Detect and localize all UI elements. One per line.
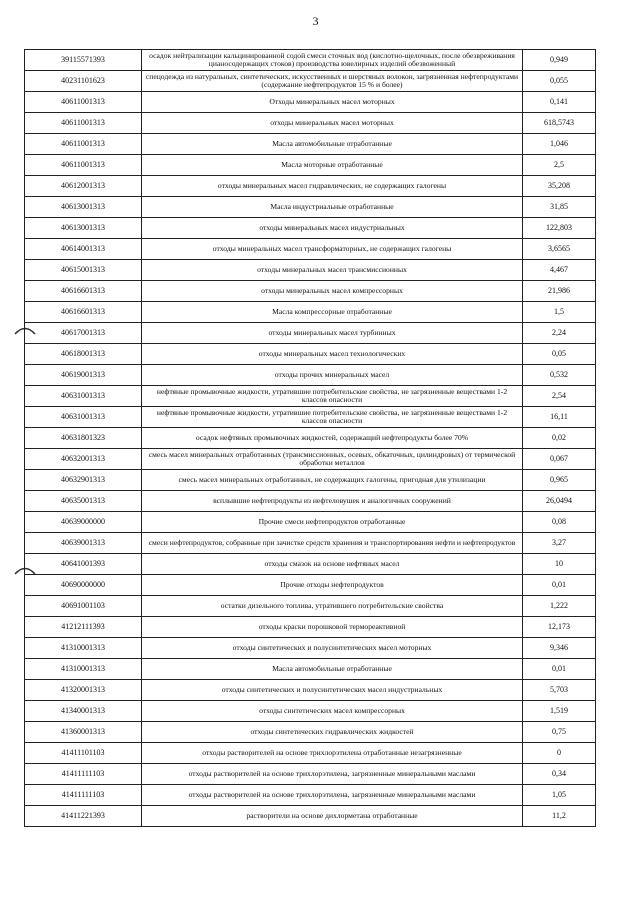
- waste-name-cell: осадок нейтрализации кальцинированной содой смеси сточных вод (кислотно-щелочных, после обезвреживания цианосодержащих стоков) производства ювелирных изделий обезвоженный: [142, 50, 523, 71]
- waste-name-cell: отходы минеральных масел моторных: [142, 113, 523, 134]
- table-row: [25, 365, 596, 386]
- waste-code-cell: 40613001313: [25, 218, 142, 239]
- waste-mass-cell: 16,11: [523, 407, 596, 428]
- waste-name-cell: осадок нефтяных промывочных жидкостей, содержащий нефтепродукты более 70%: [142, 428, 523, 449]
- waste-code-cell: 41411221393: [25, 806, 142, 827]
- waste-name-cell: отходы синтетических масел компрессорных: [142, 701, 523, 722]
- table-row: [25, 785, 596, 806]
- page-number: 3: [312, 14, 319, 28]
- waste-mass-cell: 0,141: [523, 92, 596, 113]
- waste-mass-cell: 12,173: [523, 617, 596, 638]
- waste-name-cell: отходы прочих минеральных масел: [142, 365, 523, 386]
- table-row: [25, 302, 596, 323]
- table-row: [25, 344, 596, 365]
- waste-code-cell: 40690000000: [25, 575, 142, 596]
- waste-name-cell: Масла автомобильные отработанные: [142, 659, 523, 680]
- table-row: [25, 239, 596, 260]
- waste-mass-cell: 0,05: [523, 344, 596, 365]
- waste-code-cell: 40639001313: [25, 533, 142, 554]
- table-row: [25, 722, 596, 743]
- waste-name-cell: отходы минеральных масел индустриальных: [142, 218, 523, 239]
- waste-name-cell: Масла индустриальные отработанные: [142, 197, 523, 218]
- waste-mass-cell: 2,5: [523, 155, 596, 176]
- waste-name-cell: отходы минеральных масел турбинных: [142, 323, 523, 344]
- waste-name-cell: смеси нефтепродуктов, собранные при зачистке средств хранения и транспортирования нефти и нефтепродуктов: [142, 533, 523, 554]
- waste-name-cell: отходы минеральных масел компрессорных: [142, 281, 523, 302]
- waste-code-cell: 41411101103: [25, 743, 142, 764]
- waste-code-cell: 40632001313: [25, 449, 142, 470]
- table-row: [25, 197, 596, 218]
- waste-code-cell: 41310001313: [25, 659, 142, 680]
- table-row: [25, 596, 596, 617]
- waste-code-cell: 40617001313: [25, 323, 142, 344]
- waste-code-cell: 40611001313: [25, 113, 142, 134]
- waste-mass-cell: 122,803: [523, 218, 596, 239]
- waste-name-cell: отходы синтетических гидравлических жидкостей: [142, 722, 523, 743]
- waste-mass-cell: 0,01: [523, 659, 596, 680]
- table-row: [25, 764, 596, 785]
- waste-mass-cell: 1,222: [523, 596, 596, 617]
- waste-name-cell: отходы синтетических и полусинтетических масел индустриальных: [142, 680, 523, 701]
- waste-code-cell: 41320001313: [25, 680, 142, 701]
- waste-mass-cell: 0,08: [523, 512, 596, 533]
- waste-mass-cell: 0,532: [523, 365, 596, 386]
- table-row: [25, 176, 596, 197]
- waste-code-cell: 41212111393: [25, 617, 142, 638]
- waste-name-cell: отходы синтетических и полусинтетических масел моторных: [142, 638, 523, 659]
- waste-name-cell: остатки дизельного топлива, утратившего потребительские свойства: [142, 596, 523, 617]
- waste-code-cell: 40611001313: [25, 92, 142, 113]
- table-row: [25, 491, 596, 512]
- waste-name-cell: отходы растворителей на основе трихлорэтилена отработанные незагрязненные: [142, 743, 523, 764]
- waste-code-cell: 40615001313: [25, 260, 142, 281]
- waste-mass-cell: 3,27: [523, 533, 596, 554]
- table-row: [25, 71, 596, 92]
- waste-code-cell: 40635001313: [25, 491, 142, 512]
- waste-name-cell: отходы минеральных масел трансформаторных, не содержащих галогены: [142, 239, 523, 260]
- waste-code-cell: 41340001313: [25, 701, 142, 722]
- waste-name-cell: Отходы минеральных масел моторных: [142, 92, 523, 113]
- waste-code-cell: 40611001313: [25, 134, 142, 155]
- waste-mass-cell: 1,5: [523, 302, 596, 323]
- waste-name-cell: всплывшие нефтепродукты из нефтеловушек и аналогичных сооружений: [142, 491, 523, 512]
- waste-mass-cell: 10: [523, 554, 596, 575]
- waste-code-cell: 40231101623: [25, 71, 142, 92]
- waste-mass-cell: 0,02: [523, 428, 596, 449]
- waste-mass-cell: 0,055: [523, 71, 596, 92]
- waste-code-cell: 40616601313: [25, 302, 142, 323]
- waste-name-cell: нефтяные промывочные жидкости, утратившие потребительские свойства, не загрязненные веществами 1-2 классов опасности: [142, 407, 523, 428]
- waste-code-cell: 40641001393: [25, 554, 142, 575]
- waste-name-cell: отходы минеральных масел гидравлических, не содержащих галогены: [142, 176, 523, 197]
- waste-mass-cell: 9,346: [523, 638, 596, 659]
- table-row: [25, 155, 596, 176]
- waste-name-cell: Масла компрессорные отработанные: [142, 302, 523, 323]
- table-row: [25, 428, 596, 449]
- waste-mass-cell: 1,05: [523, 785, 596, 806]
- table-row: [25, 134, 596, 155]
- table-row: [25, 512, 596, 533]
- table-row: [25, 260, 596, 281]
- waste-name-cell: отходы минеральных масел трансмиссионных: [142, 260, 523, 281]
- waste-mass-cell: 3,6565: [523, 239, 596, 260]
- table-row: [25, 533, 596, 554]
- waste-code-cell: 40614001313: [25, 239, 142, 260]
- waste-mass-cell: 0,965: [523, 470, 596, 491]
- waste-code-cell: 40691001103: [25, 596, 142, 617]
- waste-table: [24, 49, 596, 827]
- waste-name-cell: отходы краски порошковой термореактивной: [142, 617, 523, 638]
- table-row: [25, 470, 596, 491]
- table-row: [25, 92, 596, 113]
- table-row: [25, 218, 596, 239]
- table-row: [25, 806, 596, 827]
- waste-table-body: [25, 50, 596, 827]
- waste-mass-cell: 0: [523, 743, 596, 764]
- waste-mass-cell: 1,519: [523, 701, 596, 722]
- waste-code-cell: 41411111103: [25, 764, 142, 785]
- table-row: [25, 407, 596, 428]
- waste-code-cell: 40611001313: [25, 155, 142, 176]
- waste-mass-cell: 0,949: [523, 50, 596, 71]
- waste-mass-cell: 2,24: [523, 323, 596, 344]
- waste-mass-cell: 21,986: [523, 281, 596, 302]
- table-row: [25, 659, 596, 680]
- waste-code-cell: 41411111103: [25, 785, 142, 806]
- waste-mass-cell: 11,2: [523, 806, 596, 827]
- table-row: [25, 113, 596, 134]
- waste-mass-cell: 4,467: [523, 260, 596, 281]
- table-row: [25, 743, 596, 764]
- table-row: [25, 617, 596, 638]
- waste-name-cell: Масла автомобильные отработанные: [142, 134, 523, 155]
- waste-code-cell: 40632901313: [25, 470, 142, 491]
- waste-code-cell: 40639000000: [25, 512, 142, 533]
- waste-name-cell: отходы растворителей на основе трихлорэтилена, загрязненные минеральными маслами: [142, 764, 523, 785]
- table-row: [25, 638, 596, 659]
- table-row: [25, 449, 596, 470]
- waste-mass-cell: 0,01: [523, 575, 596, 596]
- waste-code-cell: 40612001313: [25, 176, 142, 197]
- table-row: [25, 386, 596, 407]
- table-row: [25, 575, 596, 596]
- waste-name-cell: смесь масел минеральных отработанных, не содержащих галогены, пригодная для утилизации: [142, 470, 523, 491]
- waste-name-cell: Прочие отходы нефтепродуктов: [142, 575, 523, 596]
- waste-mass-cell: 0,75: [523, 722, 596, 743]
- waste-mass-cell: 5,703: [523, 680, 596, 701]
- table-row: [25, 281, 596, 302]
- waste-name-cell: нефтяные промывочные жидкости, утратившие потребительские свойства, не загрязненные веществами 1-2 классов опасности: [142, 386, 523, 407]
- waste-code-cell: 41310001313: [25, 638, 142, 659]
- waste-name-cell: отходы минеральных масел технологических: [142, 344, 523, 365]
- waste-code-cell: 40618001313: [25, 344, 142, 365]
- waste-code-cell: 40616601313: [25, 281, 142, 302]
- table-row: [25, 701, 596, 722]
- waste-code-cell: 41360001313: [25, 722, 142, 743]
- waste-name-cell: спецодежда из натуральных, синтетических, искусственных и шерстяных волокон, загрязненная нефтепродуктами (содержание нефтепродуктов 15 % и более): [142, 71, 523, 92]
- waste-mass-cell: 35,208: [523, 176, 596, 197]
- waste-name-cell: растворители на основе дихлорметана отработанные: [142, 806, 523, 827]
- table-row: [25, 323, 596, 344]
- waste-mass-cell: 1,046: [523, 134, 596, 155]
- waste-code-cell: 40613001313: [25, 197, 142, 218]
- waste-mass-cell: 31,85: [523, 197, 596, 218]
- waste-name-cell: Прочие смеси нефтепродуктов отработанные: [142, 512, 523, 533]
- waste-name-cell: отходы растворителей на основе трихлорэтилена, загрязненные минеральными маслами: [142, 785, 523, 806]
- waste-mass-cell: 0,067: [523, 449, 596, 470]
- waste-code-cell: 39115571393: [25, 50, 142, 71]
- waste-code-cell: 40631801323: [25, 428, 142, 449]
- waste-name-cell: отходы смазок на основе нефтяных масел: [142, 554, 523, 575]
- waste-name-cell: смесь масел минеральных отработанных (трансмиссионных, осевых, обкаточных, цилиндровых) от термической обработки металлов: [142, 449, 523, 470]
- waste-name-cell: Масла моторные отработанные: [142, 155, 523, 176]
- table-row: [25, 50, 596, 71]
- waste-code-cell: 40631001313: [25, 407, 142, 428]
- waste-mass-cell: 618,5743: [523, 113, 596, 134]
- table-row: [25, 554, 596, 575]
- waste-code-cell: 40631001313: [25, 386, 142, 407]
- table-row: [25, 680, 596, 701]
- waste-mass-cell: 26,0494: [523, 491, 596, 512]
- waste-mass-cell: 0,34: [523, 764, 596, 785]
- waste-code-cell: 40619001313: [25, 365, 142, 386]
- waste-mass-cell: 2,54: [523, 386, 596, 407]
